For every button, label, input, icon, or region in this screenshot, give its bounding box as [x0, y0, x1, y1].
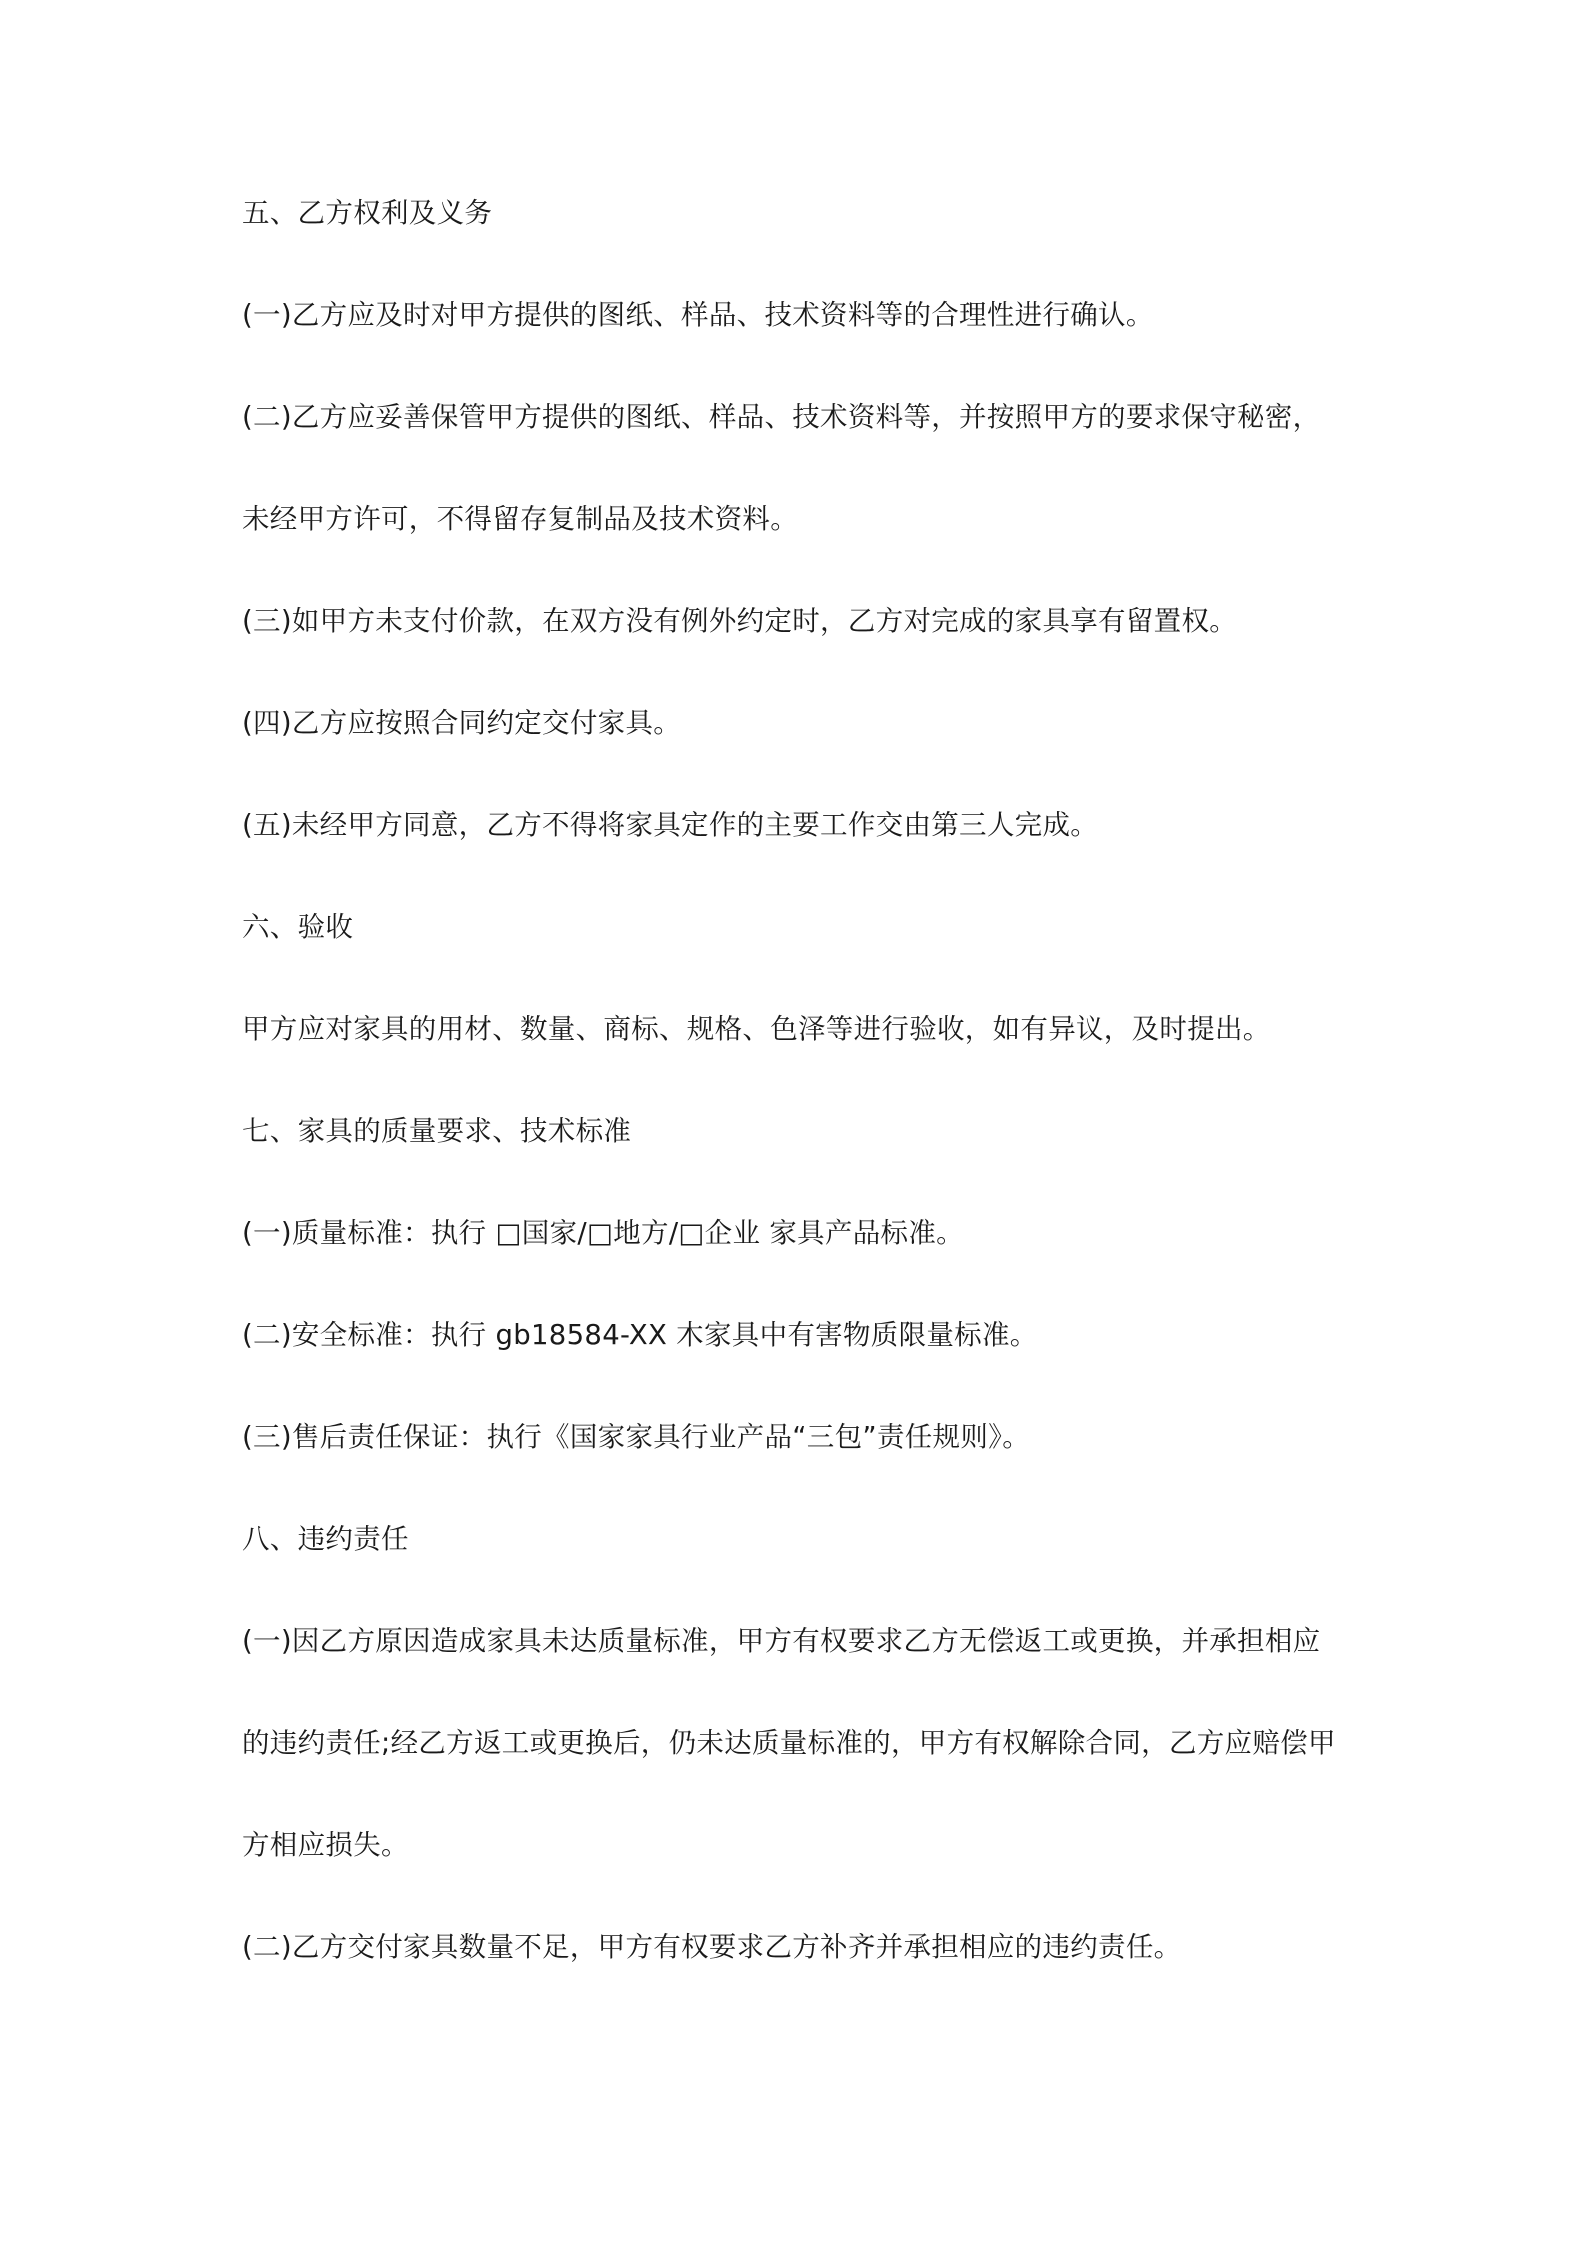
- section-heading-8: 八、违约责任: [242, 1523, 409, 1555]
- paragraph-5-2: (二)乙方应妥善保管甲方提供的图纸、样品、技术资料等，并按照甲方的要求保守秘密，: [242, 401, 1321, 433]
- section-heading-6: 六、验收: [242, 911, 354, 943]
- paragraph-6: 甲方应对家具的用材、数量、商标、规格、色泽等进行验收，如有异议，及时提出。: [242, 1013, 1271, 1045]
- section-heading-5: 五、乙方权利及义务: [242, 197, 493, 229]
- paragraph-5-4: (四)乙方应按照合同约定交付家具。: [242, 707, 682, 739]
- paragraph-7-2: (二)安全标准：执行 gb18584-XX 木家具中有害物质限量标准。: [242, 1319, 1038, 1351]
- paragraph-8-2: (二)乙方交付家具数量不足，甲方有权要求乙方补齐并承担相应的违约责任。: [242, 1931, 1182, 1963]
- paragraph-8-1-end: 方相应损失。: [242, 1829, 409, 1861]
- paragraph-5-5: (五)未经甲方同意，乙方不得将家具定作的主要工作交由第三人完成。: [242, 809, 1099, 841]
- paragraph-5-1: (一)乙方应及时对甲方提供的图纸、样品、技术资料等的合理性进行确认。: [242, 299, 1154, 331]
- section-heading-7: 七、家具的质量要求、技术标准: [242, 1115, 632, 1147]
- paragraph-5-2-cont: 未经甲方许可，不得留存复制品及技术资料。: [242, 503, 798, 535]
- paragraph-7-3: (三)售后责任保证：执行《国家家具行业产品“三包”责任规则》。: [242, 1421, 1030, 1453]
- paragraph-8-1: (一)因乙方原因造成家具未达质量标准，甲方有权要求乙方无偿返工或更换，并承担相应: [242, 1625, 1321, 1657]
- paragraph-5-3: (三)如甲方未支付价款，在双方没有例外约定时，乙方对完成的家具享有留置权。: [242, 605, 1238, 637]
- paragraph-7-1: (一)质量标准：执行 □国家/□地方/□企业 家具产品标准。: [242, 1217, 964, 1249]
- paragraph-8-1-cont: 的违约责任;经乙方返工或更换后，仍未达质量标准的，甲方有权解除合同，乙方应赔偿甲: [242, 1727, 1336, 1759]
